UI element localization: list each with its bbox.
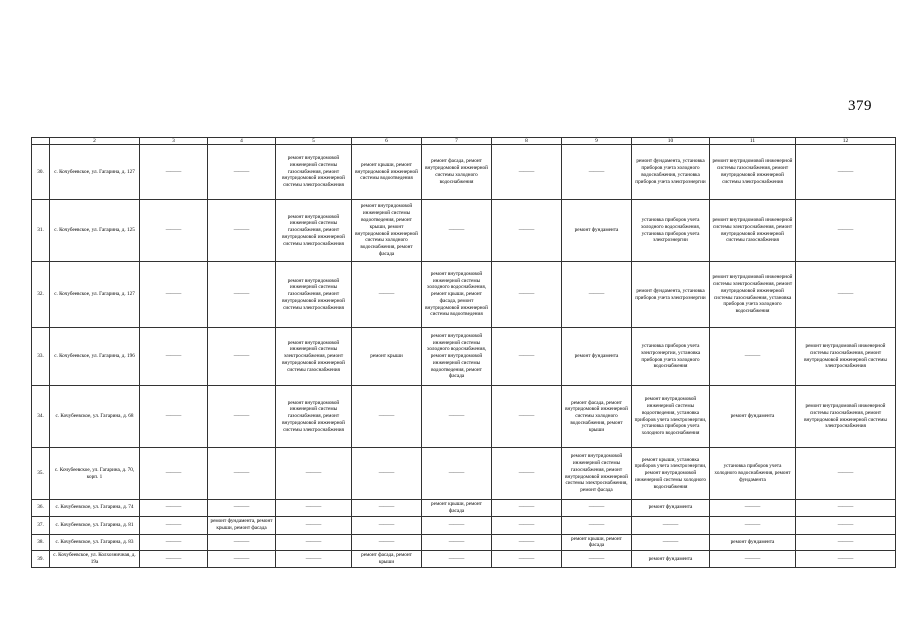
table-row [32, 386, 896, 448]
column-header: 5 [276, 138, 352, 145]
address-cell: с. Кочубеевское, ул. Гагарина, д. 68 [50, 386, 140, 448]
empty-dash-cell: ——— [422, 534, 492, 551]
work-type-cell: ремонт фундамента, ремонт крыши, ремонт фасада [208, 516, 276, 534]
empty-dash-cell: ——— [140, 328, 208, 386]
column-header: 11 [710, 138, 796, 145]
empty-dash-cell: ——— [562, 145, 632, 200]
empty-dash-cell: ——— [562, 262, 632, 328]
empty-dash-cell: ——— [492, 386, 562, 448]
empty-dash-cell: ——— [796, 500, 896, 517]
empty-dash-cell: ——— [140, 262, 208, 328]
empty-dash-cell: ——— [710, 551, 796, 568]
empty-dash-cell: ——— [492, 500, 562, 517]
row-number: 34. [32, 386, 50, 448]
work-type-cell: ремонт фасада, ремонт внутридомовой инженерной системы холодного водоснабжения, ремонт крыши [562, 386, 632, 448]
table-body [32, 145, 896, 568]
empty-dash-cell: ——— [796, 145, 896, 200]
work-type-cell: ремонт внутридомовой инженерной системы электроснабжения, ремонт внутридомовой инженерной системы газоснабжения [276, 328, 352, 386]
empty-dash-cell: ——— [140, 551, 208, 568]
empty-dash-cell: ——— [352, 516, 422, 534]
address-cell: с. Кочубеевское, ул. Гагарина, д. 74 [50, 500, 140, 517]
row-number: 39. [32, 551, 50, 568]
address-cell: с. Кочубеевское, ул. Гагарина, д. 70, корп. 1 [50, 448, 140, 500]
empty-dash-cell: ——— [422, 386, 492, 448]
empty-dash-cell: ——— [276, 448, 352, 500]
empty-dash-cell: ——— [276, 534, 352, 551]
empty-dash-cell: ——— [492, 262, 562, 328]
work-type-cell: ремонт фундамента [632, 500, 710, 517]
work-type-cell: установка приборов учета электроэнергии, установка приборов учета холодного водоснабжения [632, 328, 710, 386]
empty-dash-cell: ——— [352, 262, 422, 328]
empty-dash-cell: ——— [710, 516, 796, 534]
table-row [32, 262, 896, 328]
empty-dash-cell: ——— [492, 200, 562, 262]
row-number: 32. [32, 262, 50, 328]
empty-dash-cell: ——— [796, 551, 896, 568]
table-row [32, 200, 896, 262]
empty-dash-cell: ——— [140, 500, 208, 517]
work-type-cell: установка приборов учета холодного водоснабжения, установка приборов учета электроэнергии [632, 200, 710, 262]
empty-dash-cell: ——— [208, 200, 276, 262]
empty-dash-cell: ——— [276, 551, 352, 568]
empty-dash-cell: ——— [208, 262, 276, 328]
empty-dash-cell: ——— [796, 534, 896, 551]
work-type-cell: ремонт внутридомовой инженерной системы газоснабжения, ремонт внутридомовой инженерной системы электроснабжения [276, 145, 352, 200]
empty-dash-cell: ——— [796, 516, 896, 534]
address-cell: с. Кочубеевское, ул. Гагарина, д. 196 [50, 328, 140, 386]
work-type-cell: ремонт фундамента [562, 328, 632, 386]
empty-dash-cell: ——— [140, 386, 208, 448]
work-type-cell: ремонт внутридомовой инженерной системы электроснабжения, ремонт внутридомовой инженерной системы газоснабжения, установка приборов учета холодного водоснабжения [710, 262, 796, 328]
empty-dash-cell: ——— [796, 448, 896, 500]
empty-dash-cell: ——— [352, 500, 422, 517]
empty-dash-cell: ——— [352, 386, 422, 448]
work-type-cell: ремонт внутридомовой инженерной системы холодного водоснабжения, ремонт крыши, ремонт фасада, ремонт внутридомовой инженерной системы водоотведения [422, 262, 492, 328]
empty-dash-cell: ——— [422, 448, 492, 500]
empty-dash-cell: ——— [422, 516, 492, 534]
work-type-cell: ремонт внутридомовой инженерной системы газоснабжения, ремонт внутридомовой инженерной системы электроснабжения, ремонт фасада [562, 448, 632, 500]
work-type-cell: ремонт фундамента, установка приборов учета электроэнергии [632, 262, 710, 328]
table-row [32, 500, 896, 517]
row-number: 38. [32, 534, 50, 551]
table-row [32, 551, 896, 568]
row-number: 31. [32, 200, 50, 262]
address-cell: с. Кочубеевское, ул. Колхозничная, д. 19а [50, 551, 140, 568]
column-header: 3 [140, 138, 208, 145]
row-number: 37. [32, 516, 50, 534]
table-row [32, 145, 896, 200]
empty-dash-cell: ——— [208, 328, 276, 386]
table-row [32, 516, 896, 534]
column-header: 4 [208, 138, 276, 145]
empty-dash-cell: ——— [208, 500, 276, 517]
row-number: 30. [32, 145, 50, 200]
column-header: 12 [796, 138, 896, 145]
column-header: 10 [632, 138, 710, 145]
empty-dash-cell: ——— [140, 516, 208, 534]
empty-dash-cell: ——— [422, 200, 492, 262]
work-type-cell: ремонт внутридомовой инженерной системы газоснабжения, ремонт внутридомовой инженерной системы электроснабжения [276, 200, 352, 262]
work-type-cell: ремонт внутридомовой инженерной системы холодного водоснабжения, ремонт внутридомовой инженерной системы водоотведения, ремонт фасада [422, 328, 492, 386]
empty-dash-cell: ——— [352, 534, 422, 551]
work-type-cell: ремонт внутридомовой инженерной системы газоснабжения, ремонт внутридомовой инженерной системы электроснабжения [276, 262, 352, 328]
empty-dash-cell: ——— [562, 516, 632, 534]
work-type-cell: ремонт фасада, ремонт крыши [352, 551, 422, 568]
work-type-cell: ремонт фундамента [562, 200, 632, 262]
table-row [32, 534, 896, 551]
work-type-cell: ремонт крыши, ремонт фасада [562, 534, 632, 551]
work-type-cell: ремонт внутридомовой инженерной системы газоснабжения, ремонт внутридомовой инженерной системы электроснабжения [796, 386, 896, 448]
work-type-cell: установка приборов учета холодного водоснабжения, ремонт фундамента [710, 448, 796, 500]
column-header: 9 [562, 138, 632, 145]
empty-dash-cell: ——— [208, 386, 276, 448]
table-row [32, 448, 896, 500]
empty-dash-cell: ——— [140, 448, 208, 500]
empty-dash-cell: ——— [422, 551, 492, 568]
work-type-cell: ремонт крыши, ремонт внутридомовой инженерной системы водоотведения [352, 145, 422, 200]
row-number: 36. [32, 500, 50, 517]
work-type-cell: ремонт фундамента [632, 551, 710, 568]
work-type-cell: ремонт фундамента [710, 386, 796, 448]
empty-dash-cell: ——— [208, 448, 276, 500]
address-cell: с. Кочубеевское, ул. Гагарина, д. 83 [50, 534, 140, 551]
empty-dash-cell: ——— [492, 448, 562, 500]
column-header: 8 [492, 138, 562, 145]
empty-dash-cell: ——— [140, 200, 208, 262]
empty-dash-cell: ——— [140, 534, 208, 551]
work-type-cell: ремонт фасада, ремонт внутридомовой инженерной системы холодного водоснабжения [422, 145, 492, 200]
empty-dash-cell: ——— [562, 500, 632, 517]
address-cell: с. Кочубеевское, ул. Гагарина, д. 125 [50, 200, 140, 262]
work-type-cell: ремонт внутридомовой инженерной системы газоснабжения, ремонт внутридомовой инженерной системы электроснабжения [796, 328, 896, 386]
empty-dash-cell: ——— [632, 516, 710, 534]
work-type-cell: ремонт крыши, ремонт фасада [422, 500, 492, 517]
empty-dash-cell: ——— [208, 145, 276, 200]
column-header: 7 [422, 138, 492, 145]
empty-dash-cell: ——— [492, 328, 562, 386]
empty-dash-cell: ——— [276, 516, 352, 534]
empty-dash-cell: ——— [492, 551, 562, 568]
empty-dash-cell: ——— [492, 145, 562, 200]
work-type-cell: ремонт крыши, установка приборов учета электроэнергии, ремонт внутридомовой инженерной системы холодного водоснабжения [632, 448, 710, 500]
row-number: 35. [32, 448, 50, 500]
header-row [32, 138, 896, 145]
address-cell: с. Кочубеевское, ул. Гагарина, д. 127 [50, 145, 140, 200]
empty-dash-cell: ——— [492, 516, 562, 534]
repair-schedule-table [31, 137, 896, 568]
work-type-cell: ремонт внутридомовой инженерной системы газоснабжения, ремонт внутридомовой инженерной системы электроснабжения [710, 145, 796, 200]
empty-dash-cell: ——— [140, 145, 208, 200]
work-type-cell: ремонт фундамента, установка приборов учета холодного водоснабжения, установка приборов учета электроэнергии [632, 145, 710, 200]
empty-dash-cell: ——— [208, 534, 276, 551]
work-type-cell: ремонт крыши [352, 328, 422, 386]
work-type-cell: ремонт внутридомовой инженерной системы водоотведения, ремонт крыши, ремонт внутридомовой инженерной системы холодного водоснабжения, ремонт фасада [352, 200, 422, 262]
empty-dash-cell: ——— [352, 448, 422, 500]
empty-dash-cell: ——— [796, 200, 896, 262]
empty-dash-cell: ——— [276, 500, 352, 517]
table-row [32, 328, 896, 386]
column-header: 6 [352, 138, 422, 145]
empty-dash-cell: ——— [492, 534, 562, 551]
work-type-cell: ремонт внутридомовой инженерной системы водоотведения, установка приборов учета электроэнергии, установка приборов учета холодного водоснабжения [632, 386, 710, 448]
address-cell: с. Кочубеевское, ул. Гагарина, д. 81 [50, 516, 140, 534]
work-type-cell: ремонт фундамента [710, 534, 796, 551]
row-number: 33. [32, 328, 50, 386]
work-type-cell: ремонт внутридомовой инженерной системы газоснабжения, ремонт внутридомовой инженерной системы электроснабжения [276, 386, 352, 448]
empty-dash-cell: ——— [632, 534, 710, 551]
empty-dash-cell: ——— [208, 551, 276, 568]
empty-dash-cell: ——— [796, 262, 896, 328]
work-type-cell: ремонт внутридомовой инженерной системы электроснабжения, ремонт внутридомовой инженерной системы газоснабжения [710, 200, 796, 262]
address-cell: с. Кочубеевское, ул. Гагарина, д. 127 [50, 262, 140, 328]
empty-dash-cell: ——— [710, 328, 796, 386]
empty-dash-cell: ——— [710, 500, 796, 517]
page-number: 379 [848, 98, 872, 114]
column-header [32, 138, 50, 145]
empty-dash-cell: ——— [562, 551, 632, 568]
column-header: 2 [50, 138, 140, 145]
